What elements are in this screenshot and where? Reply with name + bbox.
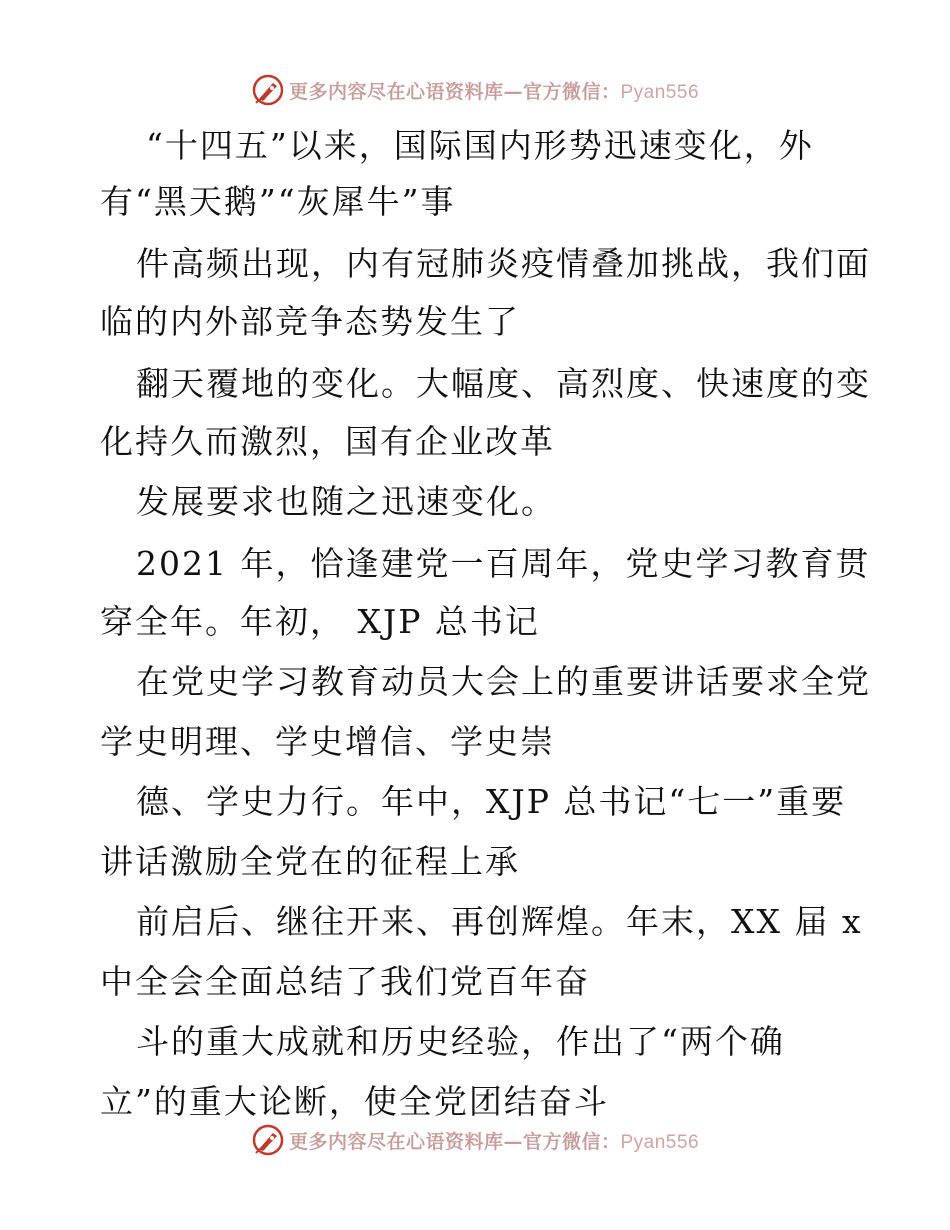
text-line: 有“黑天鹅”“灰犀牛”事: [100, 182, 456, 221]
text-line: 化持久而激烈，国有企业改革: [100, 422, 555, 461]
text-line: 德、学史力行。年中，XJP 总书记“七一”重要: [136, 782, 847, 821]
text-line: 临的内外部竞争态势发生了: [100, 302, 520, 341]
header-banner-wechat-id: Pyan556: [620, 81, 700, 103]
text-line: 中全会全面总结了我们党百年奋: [100, 962, 590, 1001]
footer-banner-wechat-id: Pyan556: [620, 1131, 700, 1153]
text-line: 前启后、继往开来、再创辉煌。年末，XX 届 x: [136, 902, 863, 941]
text-line: 立”的重大论断，使全党团结奋斗: [100, 1082, 609, 1121]
text-line: 斗的重大成就和历史经验，作出了“两个确: [136, 1022, 785, 1061]
footer-banner: [0, 1120, 950, 1160]
text-line: 件高频出现，内有冠肺炎疫情叠加挑战，我们面: [136, 244, 871, 283]
text-line: “十四五”以来，国际国内形势迅速变化，外: [146, 126, 814, 165]
footer-banner-label: 更多内容尽在心语资料库—官方微信：: [288, 1130, 621, 1153]
text-line: 发展要求也随之迅速变化。: [136, 482, 556, 521]
header-banner-label: 更多内容尽在心语资料库—官方微信：: [288, 80, 621, 103]
text-line: 学史明理、学史增信、学史崇: [100, 722, 555, 761]
header-banner: [0, 70, 950, 110]
text-line: 讲话激励全党在的征程上承: [100, 842, 520, 881]
pen-nib-logo-icon: [251, 1123, 285, 1157]
text-line: 翻天覆地的变化。大幅度、高烈度、快速度的变: [136, 364, 871, 403]
footer-banner-text: [289, 1127, 699, 1154]
pen-nib-logo-icon: [251, 73, 285, 107]
text-line: 2021 年，恰逢建党一百周年，党史学习教育贯: [136, 544, 871, 583]
text-line: 在党史学习教育动员大会上的重要讲话要求全党: [136, 662, 871, 701]
text-line: 穿全年。年初， XJP 总书记: [100, 602, 540, 641]
header-banner-text: [289, 77, 699, 104]
